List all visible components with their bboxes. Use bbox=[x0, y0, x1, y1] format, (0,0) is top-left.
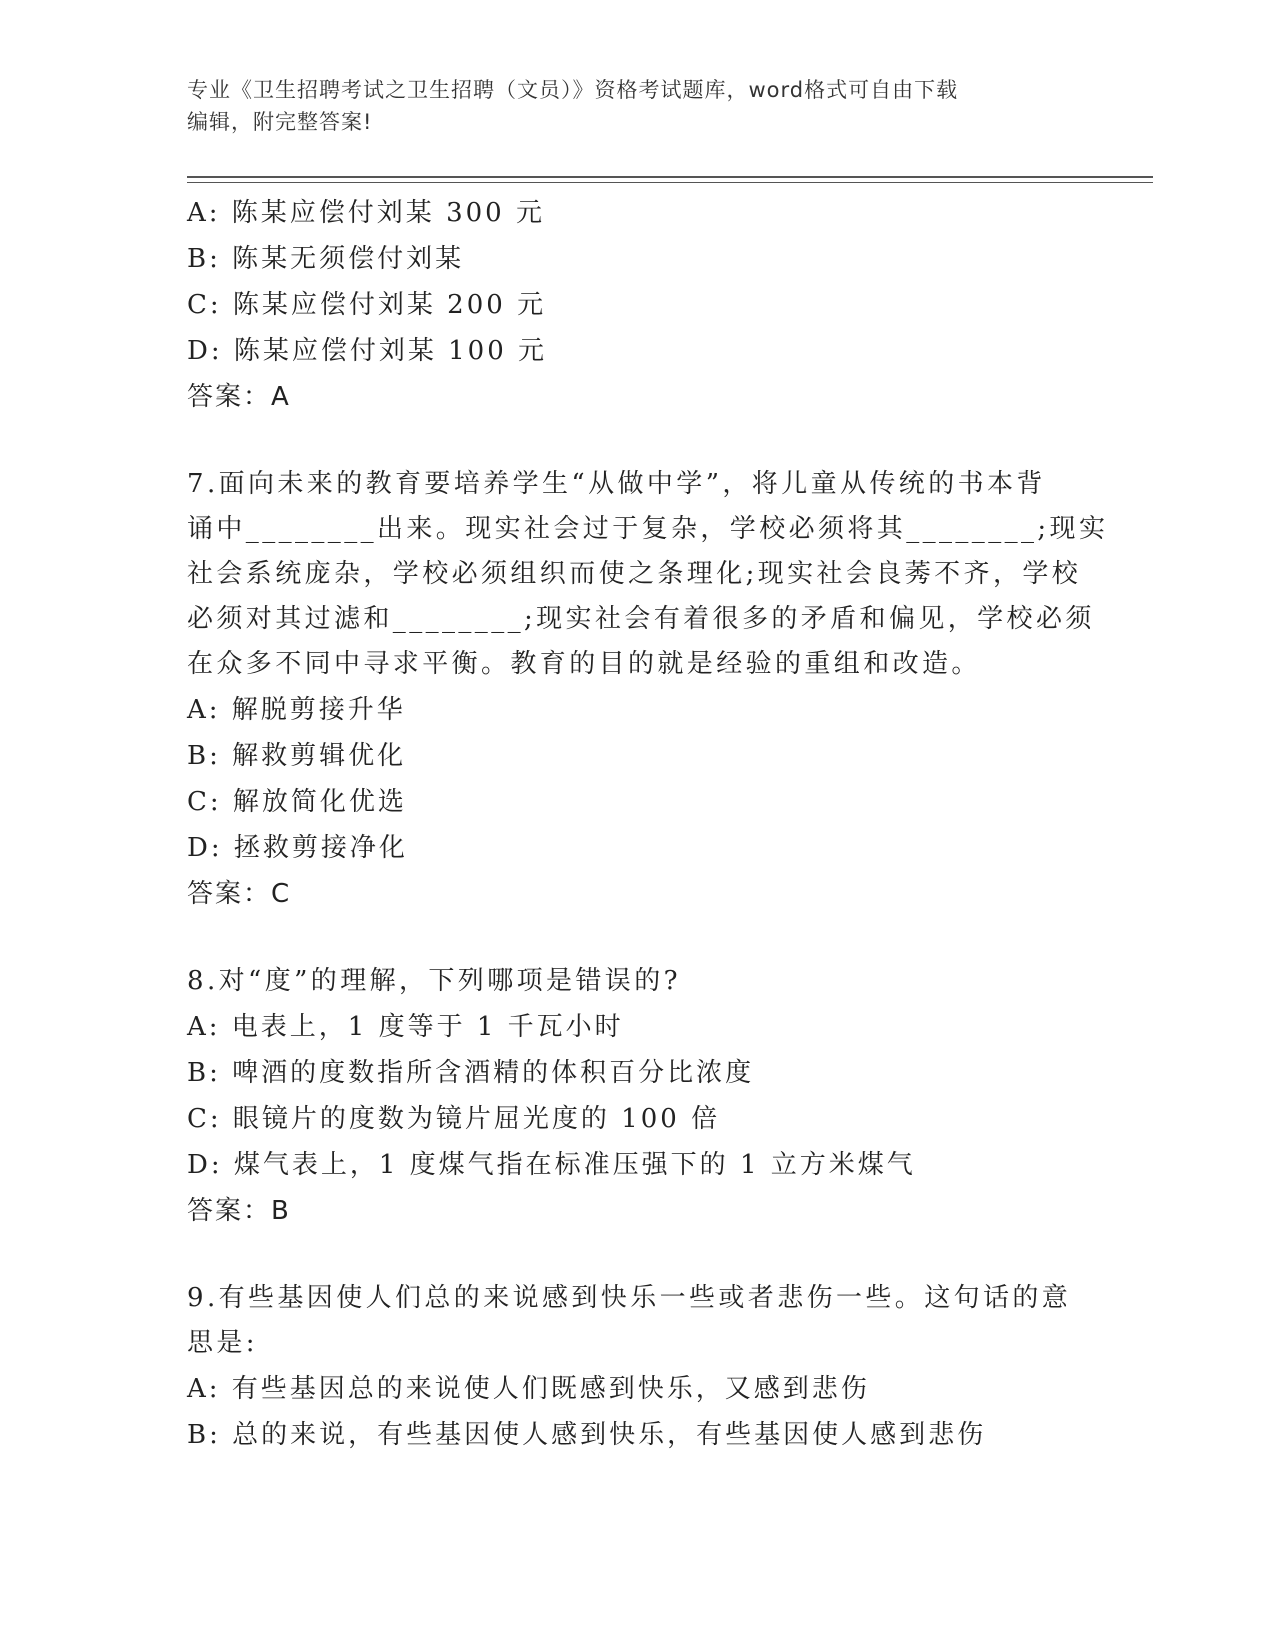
option-c: C: 解放简化优选 bbox=[187, 787, 407, 817]
option-a: A: 陈某应偿付刘某 300 元 bbox=[187, 198, 545, 228]
question-text-line: 7.面向未来的教育要培养学生“从做中学”，将儿童从传统的书本背 bbox=[187, 469, 1046, 499]
option-b: B: 总的来说，有些基因使人感到快乐，有些基因使人感到悲伤 bbox=[187, 1420, 987, 1450]
option-a: A: 解脱剪接升华 bbox=[187, 695, 406, 725]
option-a: A: 有些基因总的来说使人们既感到快乐，又感到悲伤 bbox=[187, 1374, 870, 1404]
option-d: D: 拯救剪接净化 bbox=[187, 833, 408, 863]
spacer bbox=[187, 1234, 1087, 1276]
document-header bbox=[187, 74, 1087, 138]
option-b: B: 陈某无须偿付刘某 bbox=[187, 244, 465, 274]
header-line-2: 编辑，附完整答案! bbox=[187, 110, 373, 134]
question-9 bbox=[187, 1276, 1087, 1458]
question-list bbox=[187, 190, 1109, 1458]
question-text: 8.对“度”的理解，下列哪项是错误的? bbox=[187, 966, 681, 996]
spacer bbox=[187, 917, 1087, 959]
question-text-line: 诵中________出来。现实社会过于复杂，学校必须将其________;现实 bbox=[187, 514, 1109, 544]
option-a: A: 电表上，1 度等于 1 千瓦小时 bbox=[187, 1012, 624, 1042]
option-c: C: 眼镜片的度数为镜片屈光度的 100 倍 bbox=[187, 1104, 721, 1134]
question-text-line: 在众多不同中寻求平衡。教育的目的就是经验的重组和改造。 bbox=[187, 649, 981, 679]
question-text-line: 必须对其过滤和________;现实社会有着很多的矛盾和偏见，学校必须 bbox=[187, 604, 1095, 634]
question-text-line: 思是: bbox=[187, 1328, 258, 1358]
question-7 bbox=[187, 462, 1109, 917]
answer: 答案：B bbox=[187, 1196, 291, 1226]
question-8 bbox=[187, 959, 1087, 1234]
answer: 答案：C bbox=[187, 879, 292, 909]
option-d: D: 煤气表上，1 度煤气指在标准压强下的 1 立方米煤气 bbox=[187, 1150, 916, 1180]
header-divider-thin bbox=[187, 182, 1153, 183]
question-text-line: 9.有些基因使人们总的来说感到快乐一些或者悲伤一些。这句话的意 bbox=[187, 1283, 1072, 1313]
option-d: D: 陈某应偿付刘某 100 元 bbox=[187, 336, 548, 366]
option-c: C: 陈某应偿付刘某 200 元 bbox=[187, 290, 547, 320]
answer: 答案：A bbox=[187, 382, 291, 412]
question-text-line: 社会系统庞杂，学校必须组织而使之条理化;现实社会良莠不齐，学校 bbox=[187, 559, 1082, 589]
option-b: B: 解救剪辑优化 bbox=[187, 741, 407, 771]
header-line-1: 专业《卫生招聘考试之卫生招聘（文员）》资格考试题库，word格式可自由下载 bbox=[187, 78, 959, 102]
question-6 bbox=[187, 190, 1087, 420]
option-b: B: 啤酒的度数指所含酒精的体积百分比浓度 bbox=[187, 1058, 755, 1088]
header-divider bbox=[187, 176, 1153, 178]
spacer bbox=[187, 420, 1087, 462]
